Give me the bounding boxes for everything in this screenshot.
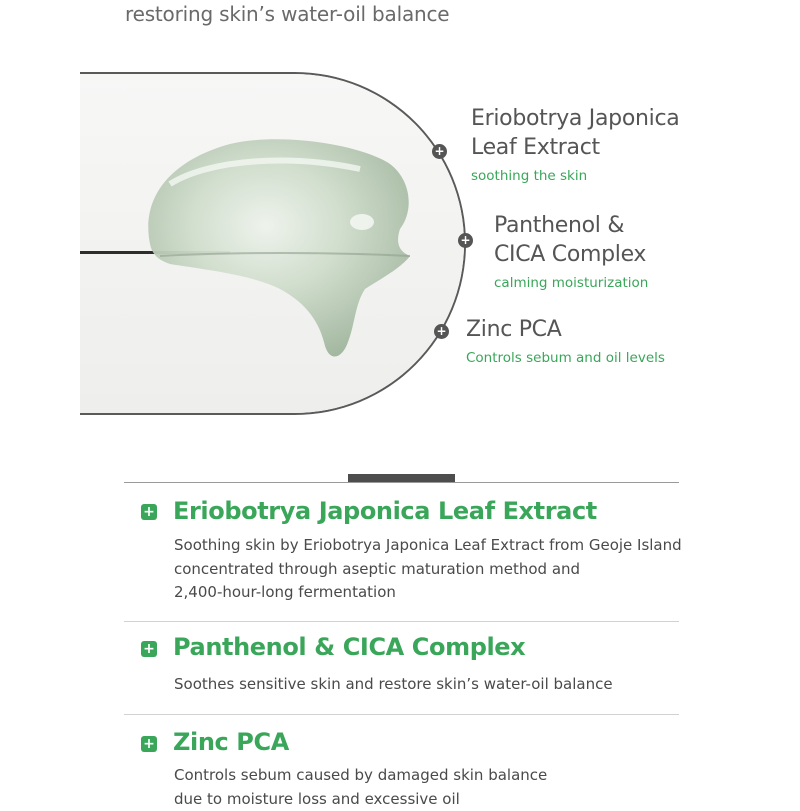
ingredient-desc: [174, 673, 613, 697]
divider: [124, 482, 679, 483]
callout-name: Eriobotrya Japonica: [471, 104, 731, 133]
product-texture-capsule: [80, 72, 466, 415]
callout-name: Zinc PCA: [466, 315, 726, 344]
callout-desc: calming moisturization: [494, 275, 754, 291]
divider: [124, 621, 679, 622]
callout-name: Leaf Extract: [471, 133, 731, 162]
callout-name: CICA Complex: [494, 240, 754, 269]
callout-desc: Controls sebum and oil levels: [466, 350, 726, 366]
divider: [124, 714, 679, 715]
gel-texture-image: [80, 74, 466, 415]
plus-dot-icon: +: [458, 233, 473, 248]
section-tab-indicator: [348, 474, 455, 482]
callout-desc: soothing the skin: [471, 168, 731, 184]
desc-line: Soothing skin by Eriobotrya Japonica Leaf Extract from Geoje Island: [174, 534, 682, 558]
desc-line: concentrated through aseptic maturation method and: [174, 558, 682, 582]
plus-dot-icon: +: [434, 324, 449, 339]
page-subtitle: restoring skin’s water-oil balance: [125, 2, 449, 26]
desc-line: 2,400-hour-long fermentation: [174, 581, 682, 605]
plus-dot-icon: +: [432, 144, 447, 159]
ingredient-desc: [174, 764, 547, 811]
plus-icon: +: [141, 736, 157, 752]
ingredient-title: Panthenol & CICA Complex: [173, 633, 525, 661]
ingredient-title: Eriobotrya Japonica Leaf Extract: [173, 497, 597, 525]
plus-icon: +: [141, 641, 157, 657]
desc-line: due to moisture loss and excessive oil: [174, 788, 547, 811]
ingredient-title: Zinc PCA: [173, 728, 289, 756]
ingredient-desc: [174, 534, 682, 605]
callout-name: Panthenol &: [494, 211, 754, 240]
plus-icon: +: [141, 504, 157, 520]
desc-line: Controls sebum caused by damaged skin balance: [174, 764, 547, 788]
desc-line: Soothes sensitive skin and restore skin’s water-oil balance: [174, 673, 613, 697]
